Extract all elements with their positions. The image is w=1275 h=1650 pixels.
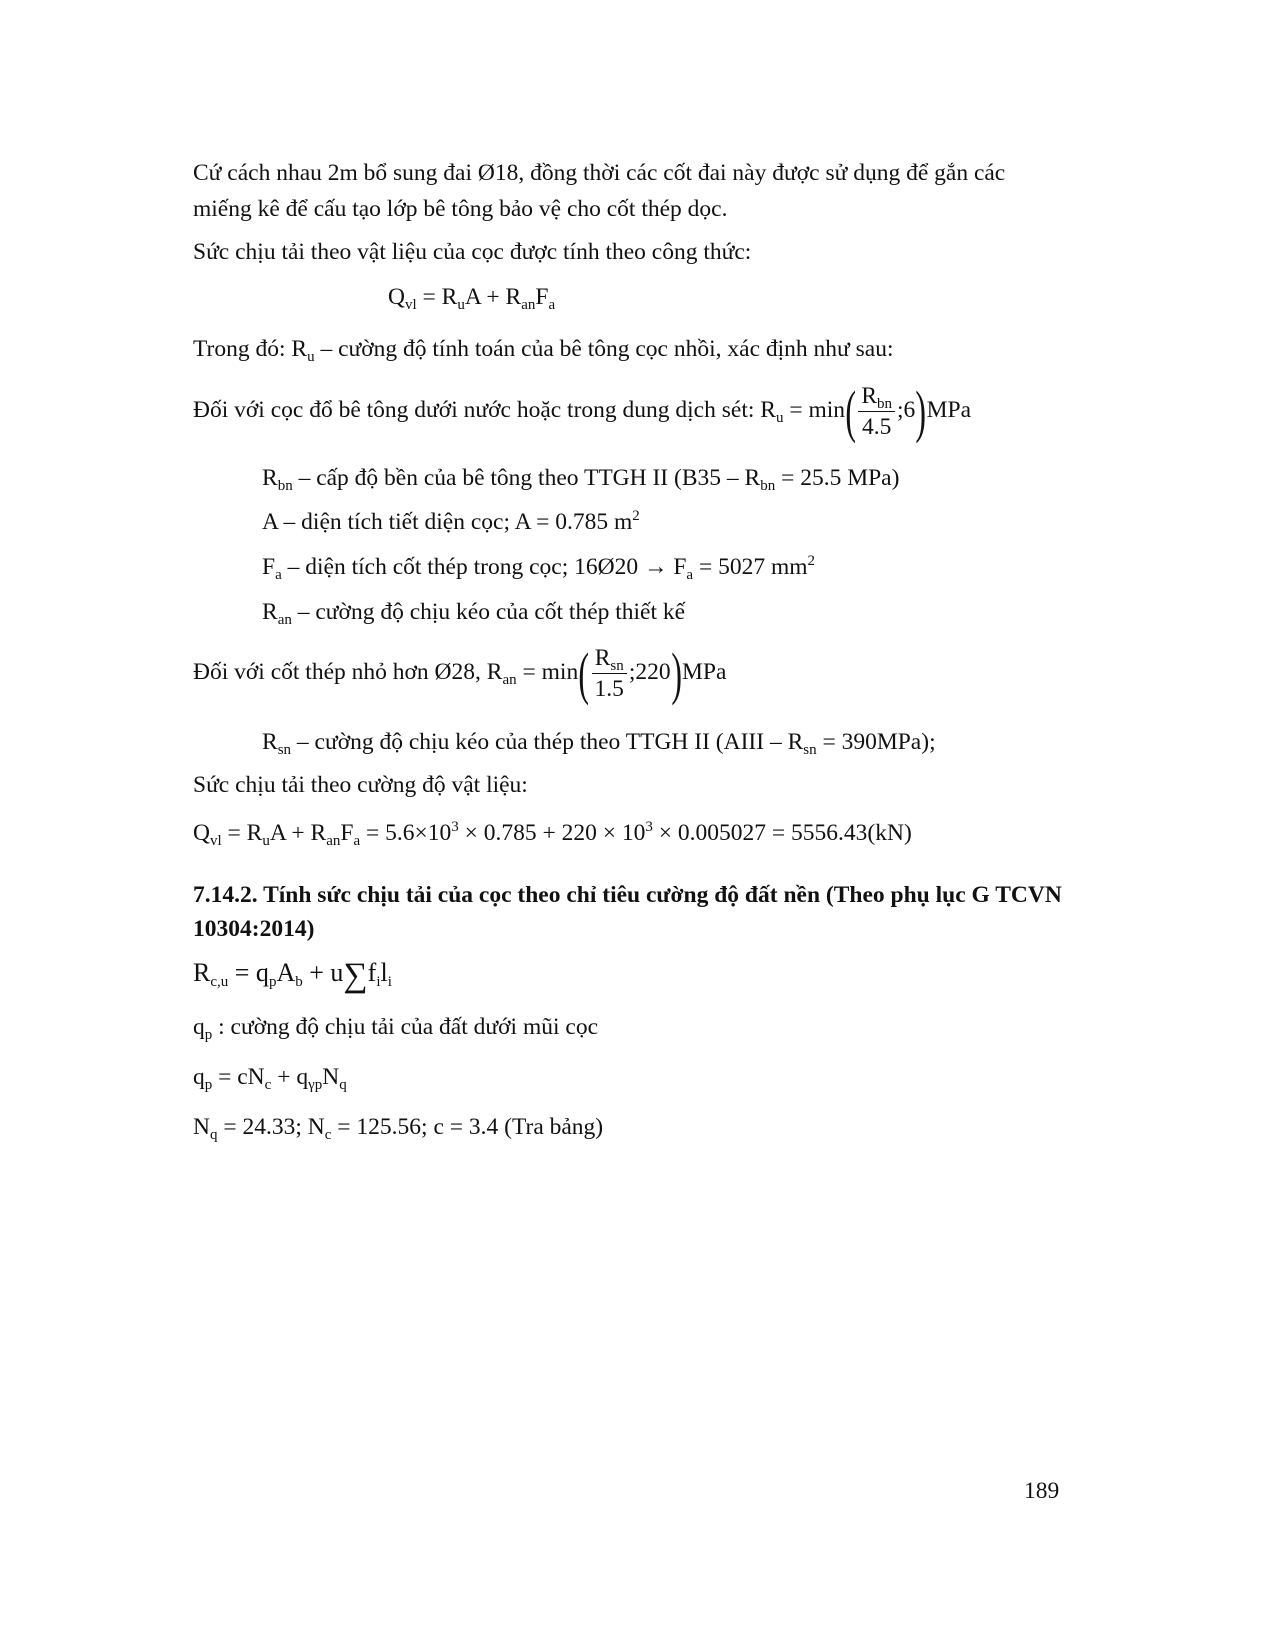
paragraph-line: Sức chịu tải theo cường độ vật liệu:: [193, 772, 528, 798]
section-heading: 10304:2014): [193, 916, 315, 942]
formula-qvl-calc: $Q_{vl} = R_uA + R_{an}F_a = 5.6\times 10^3 \times 0.785 + 220 \times 10^3 \times 0.005027 = 5556.43(kN)$: [193, 819, 912, 849]
definition-ran: $R_{an}$ – cường độ chịu kéo của cốt thép thiết kế: [262, 599, 686, 628]
formula-qvl: $Q_{vl} = R_uA + R_{an}F_a$: [388, 284, 556, 313]
formula-ran: $R_{an} = \min$( $\frac{R_{sn}}{1.5}$ ;220)MPa: [486, 640, 727, 706]
section-heading: 7.14.2. Tính sức chịu tải của cọc theo chỉ tiêu cường độ đất nền (Theo phụ lục G TCVN: [193, 882, 1062, 908]
page-number: 189: [1024, 1478, 1060, 1504]
paragraph-line: miếng kê để cấu tạo lớp bê tông bảo vệ cho cốt thép dọc.: [193, 196, 728, 222]
definition-qp: $q_p$ : cường độ chịu tải của đất dưới mũi cọc: [193, 1014, 599, 1043]
paragraph-line: Cứ cách nhau 2m bổ sung đai Ø18, đồng thời các cốt đai này được sử dụng để gắn các: [193, 160, 1006, 186]
definition-fa: $F_a$ – diện tích cốt thép trong cọc; 16Ø20 → $F_a = 5027$ $mm^2$: [262, 553, 816, 583]
formula-rcu: $R_{c,u} = q_pA_b + u\sum f_il_i$: [193, 957, 392, 994]
definition-rsn: $R_{sn}$ – cường độ chịu kéo của thép theo TTGH II (AIII – $R_{sn} = 390MPa$);: [262, 729, 936, 758]
formula-qp: $q_p = cN_c + q_{\gamma p}N_q$: [193, 1064, 347, 1093]
formula-ru: $R_u = \min$( $\frac{R_{bn}}{4.5}$ ;6)MPa: [760, 378, 972, 444]
paragraph-line: Sức chịu tải theo vật liệu của cọc được tính theo công thức:: [193, 239, 752, 265]
definition-a: A – diện tích tiết diện cọc; A = 0.785 $m^2$: [262, 508, 640, 535]
definition-rbn: $R_{bn}$ – cấp độ bền của bê tông theo TTGH II ($B35 - R_{bn} = 25.5$ MPa): [262, 465, 900, 494]
formula-ru-line: Đối với cọc đổ bê tông dưới nước hoặc trong dung dịch sét: $R_u = \min$( $\frac{R_{bn}}{4.5}$ ;6)MPa: [193, 378, 972, 444]
formula-ran-line: Đối với cốt thép nhỏ hơn Ø28, $R_{an} = \min$( $\frac{R_{sn}}{1.5}$ ;220)MPa: [193, 640, 727, 706]
paragraph-line: Trong đó: $R_u$ – cường độ tính toán của bê tông cọc nhồi, xác định như sau:: [193, 336, 894, 365]
formula-n-values: $N_q = 24.33$; $N_c = 125.56$; c = 3.4 (Tra bảng): [193, 1114, 604, 1143]
